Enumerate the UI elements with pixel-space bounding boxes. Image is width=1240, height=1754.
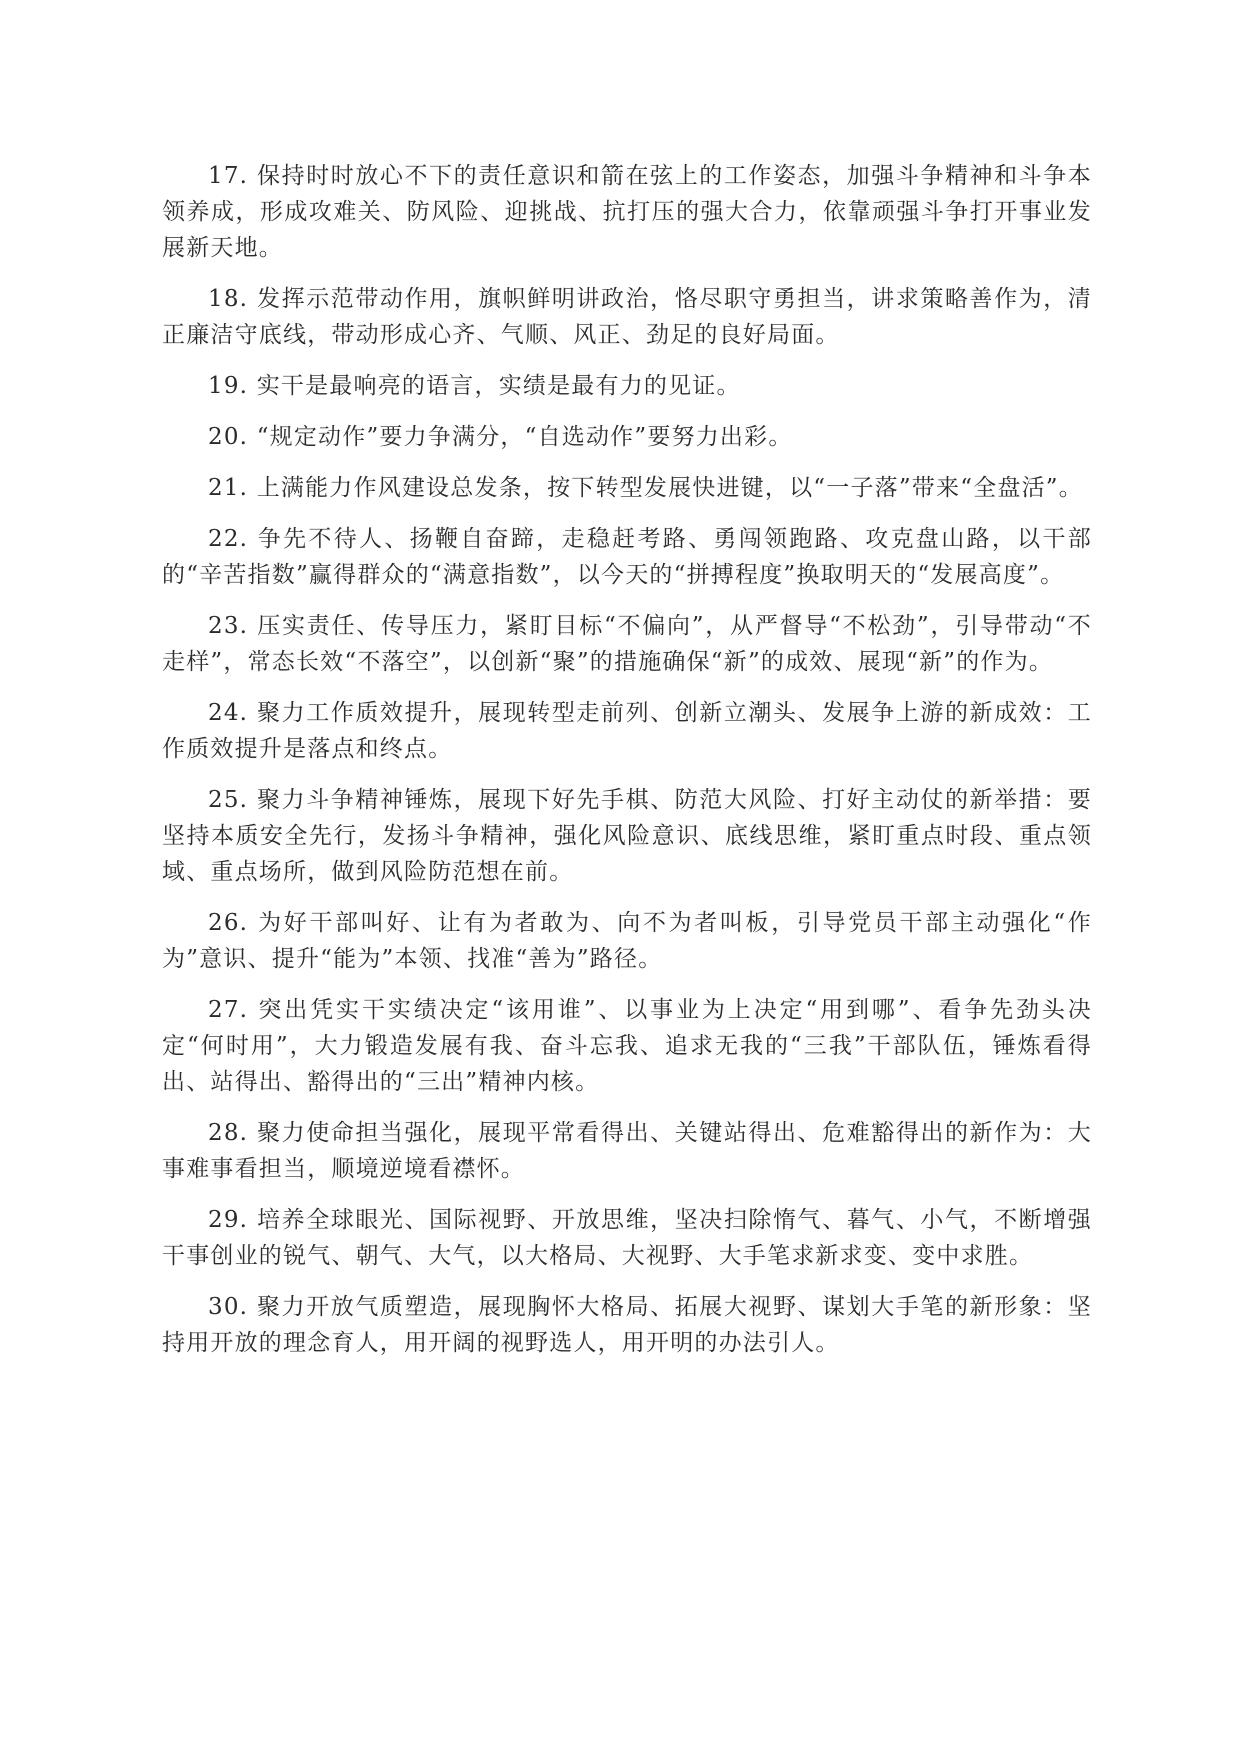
paragraph-29: 29. 培养全球眼光、国际视野、开放思维，坚决扫除惰气、暮气、小气，不断增强干事创业的锐气、朝气、大气，以大格局、大视野、大手笔求新求变、变中求胜。 [162, 1207, 1092, 1269]
paragraph-25: 25. 聚力斗争精神锤炼，展现下好先手棋、防范大风险、打好主动仗的新举措：要坚持本质安全先行，发扬斗争精神，强化风险意识、底线思维，紧盯重点时段、重点领域、重点场所，做到风险防范想在前。 [162, 787, 1092, 885]
paragraph-26: 26. 为好干部叫好、让有为者敢为、向不为者叫板，引导党员干部主动强化“作为”意识、提升“能为”本领、找准“善为”路径。 [162, 910, 1092, 972]
paragraph-28: 28. 聚力使命担当强化，展现平常看得出、关键站得出、危难豁得出的新作为：大事难事看担当，顺境逆境看襟怀。 [162, 1120, 1092, 1182]
paragraph-27: 27. 突出凭实干实绩决定“该用谁”、以事业为上决定“用到哪”、看争先劲头决定“何时用”，大力锻造发展有我、奋斗忘我、追求无我的“三我”干部队伍，锤炼看得出、站得出、豁得出的“三出”精神内核。 [162, 997, 1092, 1095]
paragraph-18: 18. 发挥示范带动作用，旗帜鲜明讲政治，恪尽职守勇担当，讲求策略善作为，清正廉洁守底线，带动形成心齐、气顺、风正、劲足的良好局面。 [162, 286, 1092, 348]
paragraph-19: 19. 实干是最响亮的语言，实绩是最有力的见证。 [208, 373, 741, 399]
paragraph-30: 30. 聚力开放气质塑造，展现胸怀大格局、拓展大视野、谋划大手笔的新形象：坚持用开放的理念育人，用开阔的视野选人，用开明的办法引人。 [162, 1294, 1092, 1356]
paragraph-17: 17. 保持时时放心不下的责任意识和箭在弦上的工作姿态，加强斗争精神和斗争本领养成，形成攻难关、防风险、迎挑战、抗打压的强大合力，依靠顽强斗争打开事业发展新天地。 [162, 163, 1092, 261]
document-body [162, 158, 1092, 1376]
paragraph-22: 22. 争先不待人、扬鞭自奋蹄，走稳赶考路、勇闯领跑路、攻克盘山路，以干部的“辛苦指数”赢得群众的“满意指数”，以今天的“拼搏程度”换取明天的“发展高度”。 [162, 526, 1092, 588]
paragraph-24: 24. 聚力工作质效提升，展现转型走前列、创新立潮头、发展争上游的新成效：工作质效提升是落点和终点。 [162, 700, 1092, 762]
paragraph-20: 20. “规定动作”要力争满分，“自选动作”要努力出彩。 [208, 424, 793, 450]
paragraph-21: 21. 上满能力作风建设总发条，按下转型发展快进键，以“一子落”带来“全盘活”。 [208, 475, 1083, 501]
paragraph-23: 23. 压实责任、传导压力，紧盯目标“不偏向”，从严督导“不松劲”，引导带动“不走样”，常态长效“不落空”，以创新“聚”的措施确保“新”的成效、展现“新”的作为。 [162, 613, 1092, 675]
